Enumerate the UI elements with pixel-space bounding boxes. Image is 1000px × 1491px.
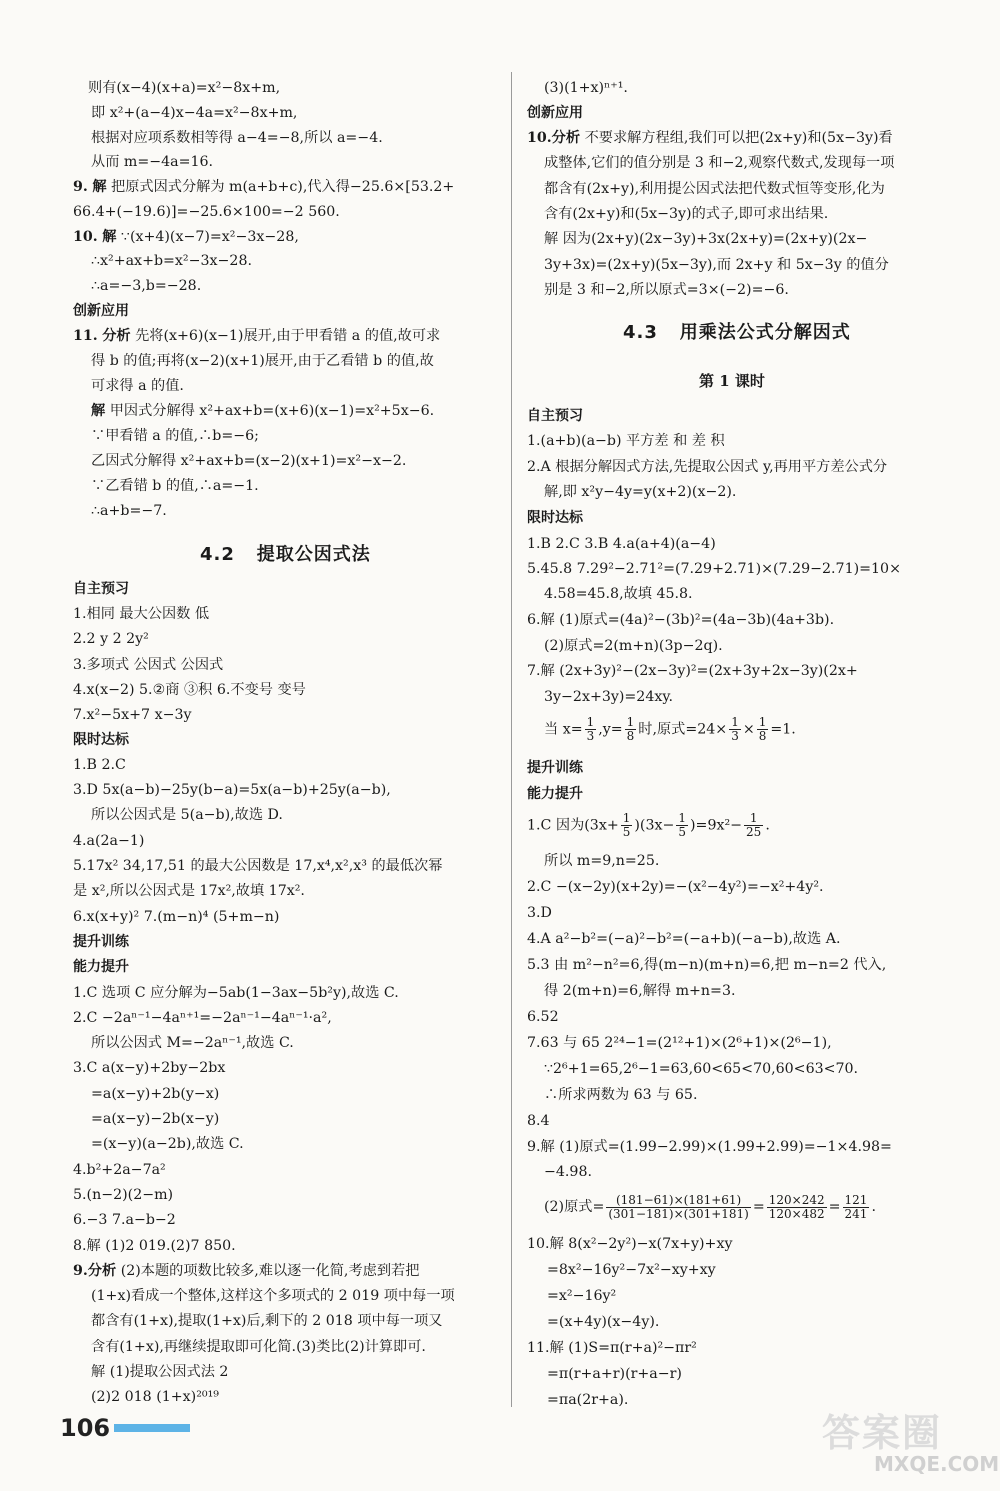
answer-text: 不要求解方程组,我们可以把(2x+y)和(5x−3y)看 (584, 130, 893, 146)
text-line: 都含有(2x+y),利用提公因式法把代数式恒等变形,化为 (544, 181, 885, 197)
text-line: 含有(2x+y)和(5x−3y)的式子,即可求出结果. (544, 206, 829, 222)
text-line: ∴x²+ax+b=x²−3x−28. (91, 253, 252, 269)
section-subheading: 能力提升 (73, 959, 129, 975)
watermark-logo (822, 1402, 1000, 1486)
text-line: ∵乙看错 b 的值,∴a=−1. (91, 478, 259, 494)
text-line: ∵2⁶+1=65,2⁶−1=63,60<65<70,60<63<70. (544, 1061, 859, 1077)
question-11 (73, 327, 440, 345)
watermark-url: MXQE.COM (874, 1452, 1000, 1476)
section-heading: 提升训练 (73, 934, 129, 950)
section-number: 4.3 (623, 322, 658, 343)
answer-tag: 解 (92, 179, 107, 195)
section-heading: 限时达标 (527, 510, 583, 526)
text-line: 2.A 根据分解因式方法,先提取公因式 y,再用平方差公式分 (527, 459, 888, 475)
answer-text: (2)本题的项数比较多,难以逐一化简,考虑到若把 (120, 1263, 420, 1279)
text-line: =(x+4y)(x−4y). (547, 1314, 660, 1330)
text-line: (3)(1+x)ⁿ⁺¹. (544, 80, 628, 96)
text-line: 7.63 与 65 2²⁴−1=(2¹²+1)×(2⁶+1)×(2⁶−1), (527, 1035, 832, 1051)
text-line: 8.解 (1)2 019.(2)7 850. (73, 1238, 236, 1254)
text-line: 所以公因式 M=−2aⁿ⁻¹,故选 C. (91, 1035, 294, 1051)
text-line: 3.C a(x−y)+2by−2bx (73, 1060, 226, 1076)
text-line: 解 (1)提取公因式法 2 (91, 1364, 229, 1380)
section-heading: 限时达标 (73, 732, 129, 748)
formula-line: 1.C 因为(3x+ $\frac{1}{5}$ )(3x− $\frac{1}{5}$ )=9x²− $\frac{1}{25}$ . (527, 811, 770, 839)
text-line: (1+x)看成一个整体,这样这个多项式的 2 019 项中每一项 (91, 1288, 455, 1304)
section-name: 提取公因式法 (256, 544, 371, 565)
text-line: 3.多项式 公因式 公因式 (73, 657, 224, 673)
formula-line: (2)原式= $\frac{(181-61)\times(181+61)}{(301-181)\times(301+181)}$ = $\frac{120\times 242}{120\times 482}$ = $\frac{121}{241}$ . (544, 1192, 876, 1221)
text-line: 即 x²+(a−4)x−4a=x²−8x+m, (91, 105, 298, 121)
fraction: $\frac{1}{5}$ (678, 811, 687, 839)
text-line: 4.x(x−2) 5.②商 ③积 6.不变号 变号 (73, 682, 306, 698)
text-line: ∵甲看错 a 的值,∴b=−6; (91, 428, 259, 444)
watermark-text: 答案圈 (822, 1411, 943, 1455)
section-heading: 自主预习 (527, 408, 583, 424)
analysis-tag: 9.分析 (73, 1263, 117, 1279)
fraction: $\frac{1}{25}$ (746, 811, 762, 839)
section-title-4-2 (200, 540, 371, 566)
text-line: 4.a(2a−1) (73, 833, 145, 849)
column-divider (511, 72, 512, 1407)
text-line: 2.C −(x−2y)(x+2y)=−(x²−4y²)=−x²+4y². (527, 879, 824, 895)
text-line: =a(x−y)+2b(y−x) (91, 1086, 220, 1102)
fraction: $\frac{1}{8}$ (626, 715, 635, 743)
question-10 (527, 129, 893, 147)
section-subheading: 能力提升 (527, 786, 583, 802)
text-line: 2.C −2aⁿ⁻¹−4aⁿ⁺¹=−2aⁿ⁻¹−4aⁿ⁻¹·a², (73, 1010, 332, 1026)
text-line: 所以公因式是 5(a−b),故选 D. (91, 807, 283, 823)
text-line: 7.x²−5x+7 x−3y (73, 707, 192, 723)
fraction: $\frac{(181-61)\times(181+61)}{(301-181)\times(301+181)}$ (608, 1192, 749, 1221)
text-line: 3.D (527, 905, 552, 921)
text-line: =a(x−y)−2b(x−y) (91, 1111, 220, 1127)
section-number: 4.2 (200, 544, 235, 565)
text-line: 6.x(x+y)² 7.(m−n)⁴ (5+m−n) (73, 909, 280, 925)
text-line: 1.相同 最大公因数 低 (73, 606, 210, 622)
text-line: ∴所求两数为 63 与 65. (544, 1087, 698, 1103)
text-line: 66.4+(−19.6)]=−25.6×100=−2 560. (73, 204, 340, 220)
text-line: =8x²−16y²−7x²−xy+xy (547, 1262, 716, 1278)
text-line: 1.C 选项 C 应分解为−5ab(1−3ax−5b²y),故选 C. (73, 985, 399, 1001)
section-title-4-3 (623, 318, 851, 344)
text-line: ∴a+b=−7. (91, 503, 167, 519)
text-line (73, 1262, 419, 1280)
text-line: 1.B 2.C (73, 757, 126, 773)
analysis-tag: 10.分析 (527, 130, 581, 146)
text-line: 10.解 8(x²−2y²)−x(7x+y)+xy (527, 1236, 733, 1252)
text-line: =x²−16y² (547, 1288, 617, 1304)
text-line: 5.3 由 m²−n²=6,得(m−n)(m+n)=6,把 m−n=2 代入, (527, 957, 887, 973)
page-number: 106 (60, 1414, 111, 1442)
text-line: 11.解 (1)S=π(r+a)²−πr² (527, 1340, 697, 1356)
text-line: 6.解 (1)原式=(4a)²−(3b)²=(4a−3b)(4a+3b). (527, 612, 835, 628)
text-line: 6.52 (527, 1009, 559, 1025)
page-number-bar (114, 1424, 190, 1432)
text-line: =(x−y)(a−2b),故选 C. (91, 1136, 244, 1152)
analysis-tag: 分析 (102, 328, 131, 344)
section-heading: 自主预习 (73, 581, 129, 597)
text-line: 4.b²+2a−7a² (73, 1162, 166, 1178)
text-line: 从而 m=−4a=16. (91, 154, 214, 170)
text-line: 7.解 (2x+3y)²−(2x−3y)²=(2x+3y+2x−3y)(2x+ (527, 663, 858, 679)
text-line: 3y−2x+3y)=24xy. (544, 689, 674, 705)
answer-text: 先将(x+6)(x−1)展开,由于甲看错 a 的值,故可求 (135, 328, 441, 344)
text-line: 根据对应项系数相等得 a−4=−8,所以 a=−4. (91, 130, 383, 146)
text-line: 得 b 的值;再将(x−2)(x+1)展开,由于乙看错 b 的值,故 (91, 353, 434, 369)
text-line: 含有(1+x),再继续提取即可化简.(3)类比(2)计算即可. (91, 1339, 426, 1355)
question-number: 10. (73, 229, 98, 245)
text-line: =π(r+a+r)(r+a−r) (547, 1366, 682, 1382)
question-9 (73, 178, 454, 196)
text-line: 乙因式分解得 x²+ax+b=(x−2)(x+1)=x²−x−2. (91, 453, 407, 469)
section-heading: 提升训练 (527, 760, 583, 776)
text-line: 8.4 (527, 1113, 550, 1129)
text-line: 成整体,它们的值分别是 3 和−2,观察代数式,发现每一项 (544, 155, 895, 171)
text-line: 别是 3 和−2,所以原式=3×(−2)=−6. (544, 282, 789, 298)
answer-text: 甲因式分解得 x²+ax+b=(x+6)(x−1)=x²+5x−6. (109, 403, 435, 419)
text-line: 解 因为(2x+y)(2x−3y)+3x(2x+y)=(2x+y)(2x− (544, 231, 868, 247)
text-line: 4.58=45.8,故填 45.8. (544, 586, 693, 602)
text-line: 4.A a²−b²=(−a)²−b²=(−a+b)(−a−b),故选 A. (527, 931, 841, 947)
text-line: ∴a=−3,b=−28. (91, 278, 202, 294)
section-heading: 创新应用 (527, 105, 583, 121)
text-line: 6.−3 7.a−b−2 (73, 1212, 176, 1228)
text-line: 可求得 a 的值. (91, 378, 184, 394)
text-line: 5.(n−2)(2−m) (73, 1187, 174, 1203)
text-line: 是 x²,所以公因式是 17x²,故填 17x². (73, 883, 305, 899)
text-line: (2)原式=2(m+n)(3p−2q). (544, 638, 723, 654)
lesson-title: 第 1 课时 (699, 372, 765, 390)
answer-tag: 解 (91, 403, 106, 419)
fraction: $\frac{1}{5}$ (622, 811, 631, 839)
text-line (91, 402, 434, 420)
fraction: $\frac{1}{8}$ (758, 715, 767, 743)
text-line: 1.(a+b)(a−b) 平方差 和 差 积 (527, 433, 725, 449)
formula-line: 当 x= $\frac{1}{3}$ ,y= $\frac{1}{8}$ 时,原式=24× $\frac{1}{3}$ × $\frac{1}{8}$ =1. (544, 715, 796, 743)
fraction: $\frac{1}{3}$ (731, 715, 739, 743)
text-line: 5.17x² 34,17,51 的最大公因数是 17,x⁴,x²,x³ 的最低次幂 (73, 858, 443, 874)
question-number: 9. (73, 179, 88, 195)
fraction: $\frac{120\times 242}{120\times 482}$ (768, 1192, 825, 1221)
text-line: =πa(2r+a). (547, 1392, 629, 1408)
text-line: 解,即 x²y−4y=y(x+2)(x−2). (544, 484, 737, 500)
question-number: 11. (73, 328, 98, 344)
text-line: 1.B 2.C 3.B 4.a(a+4)(a−4) (527, 536, 716, 552)
fraction: $\frac{1}{3}$ (586, 715, 595, 743)
text-line: −4.98. (544, 1164, 592, 1180)
text-line: 3y+3x)=(2x+y)(5x−3y),而 2x+y 和 5x−3y 的值分 (544, 257, 889, 273)
text-line: 都含有(1+x),提取(1+x)后,剩下的 2 018 项中每一项又 (91, 1313, 443, 1329)
answer-text: 把原式因式分解为 m(a+b+c),代入得−25.6×[53.2+ (111, 179, 455, 195)
text-line: 得 2(m+n)=6,解得 m+n=3. (544, 983, 736, 999)
question-10 (73, 228, 299, 246)
text-line: 3.D 5x(a−b)−25y(b−a)=5x(a−b)+25y(a−b), (73, 782, 391, 798)
answer-tag: 解 (102, 229, 117, 245)
text-line: 则有(x−4)(x+a)=x²−8x+m, (88, 80, 281, 96)
text-line: 2.2 y 2 2y² (73, 631, 149, 647)
answer-text: ∵(x+4)(x−7)=x²−3x−28, (120, 229, 299, 245)
section-name: 用乘法公式分解因式 (679, 322, 851, 343)
section-heading: 创新应用 (73, 303, 129, 319)
text-line: 所以 m=9,n=25. (544, 853, 660, 869)
fraction: $\frac{121}{241}$ (844, 1192, 868, 1221)
text-line: 9.解 (1)原式=(1.99−2.99)×(1.99+2.99)=−1×4.98= (527, 1139, 892, 1155)
text-line: 5.45.8 7.29²−2.71²=(7.29+2.71)×(7.29−2.71)=10× (527, 561, 901, 577)
text-line: (2)2 018 (1+x)²⁰¹⁹ (91, 1389, 219, 1405)
